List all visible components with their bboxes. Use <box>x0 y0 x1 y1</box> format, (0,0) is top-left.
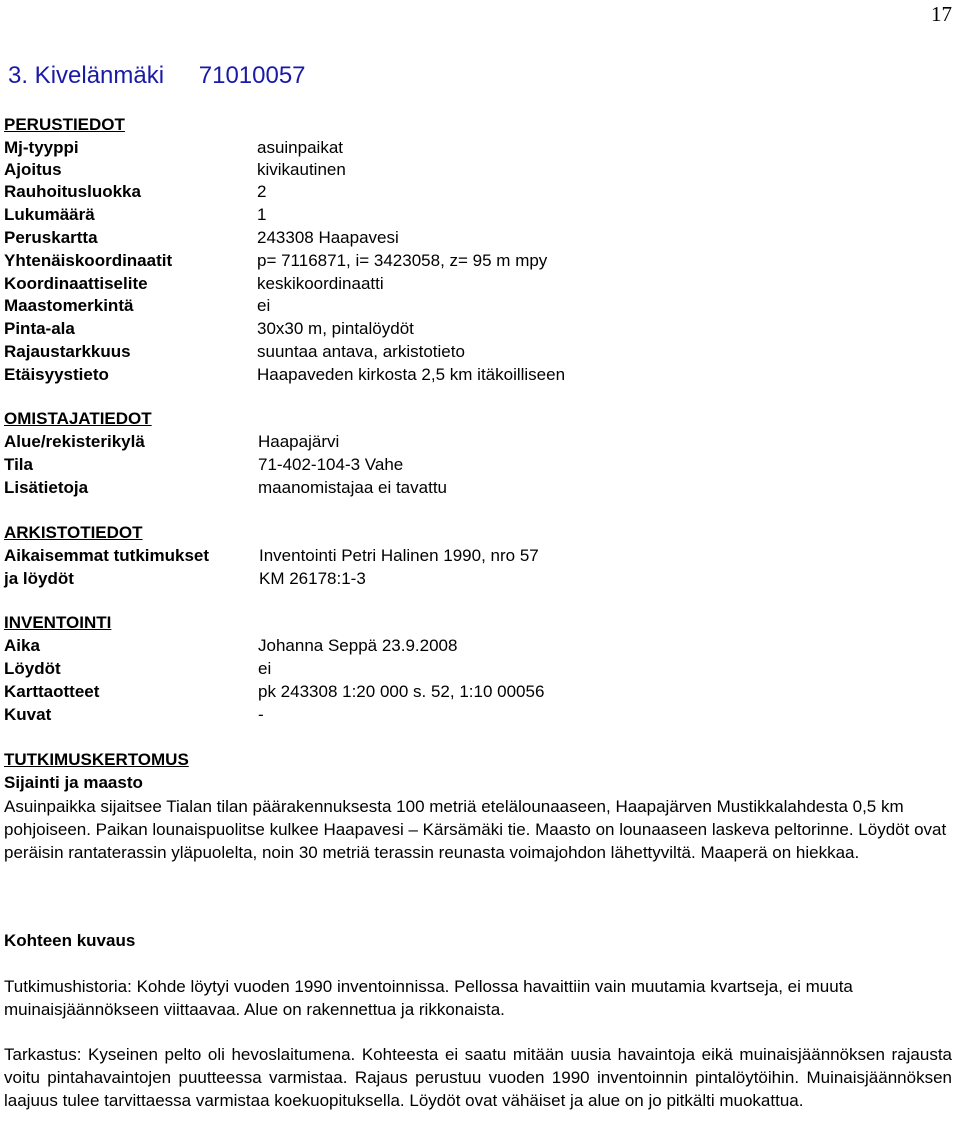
row-value: ei <box>257 296 271 315</box>
row-value: Inventointi Petri Halinen 1990, nro 57 <box>259 546 539 565</box>
row-value: keskikoordinaatti <box>257 274 384 293</box>
row-value: maanomistajaa ei tavattu <box>258 478 447 497</box>
row-label: Tila <box>4 455 33 474</box>
row-karttaotteet <box>4 681 544 703</box>
row-lisatietoja <box>4 477 447 499</box>
row-label: Rajaustarkkuus <box>4 342 131 361</box>
row-value: Johanna Seppä 23.9.2008 <box>258 636 458 655</box>
perustiedot-heading: PERUSTIEDOT <box>4 115 125 134</box>
row-label: Aika <box>4 636 40 655</box>
row-label: Aikaisemmat tutkimukset <box>4 546 210 565</box>
row-loydot <box>4 658 271 680</box>
page-number: 17 <box>931 2 952 26</box>
omistajatiedot-heading: OMISTAJATIEDOT <box>4 409 152 428</box>
row-mj-tyyppi <box>4 137 343 159</box>
tutkimushistoria-paragraph: Tutkimushistoria: Kohde löytyi vuoden 1990 inventoinnissa. Pellossa havaittiin vain muutamia kvartseja, ei muuta muinaisjäännökseen viittaavaa. Alue on rakennettua ja rikkonaista. <box>4 977 853 1019</box>
row-pinta-ala <box>4 318 414 340</box>
row-label: Yhtenäiskoordinaatit <box>4 251 173 270</box>
row-value: pk 243308 1:20 000 s. 52, 1:10 00056 <box>258 682 545 701</box>
row-value: 2 <box>257 182 267 201</box>
row-label: Kuvat <box>4 705 52 724</box>
tarkastus-paragraph: Tarkastus: Kyseinen pelto oli hevoslaitumena. Kohteesta ei saatu mitään uusia havaintoja eikä muinaisjäännöksen rajausta voitu pintahavaintojen puutteessa varmistaa. Rajaus perustuu vuoden 1990 inventoinnin pintalöytöihin. Muinaisjäännöksen laajuus tulee tarvittaessa varmistaa koekuopituksella. Löydöt ovat vähäiset ja alue on jo pitkälti muokattua. <box>4 1045 952 1110</box>
row-label: Löydöt <box>4 659 61 678</box>
row-value: suuntaa antava, arkistotieto <box>257 342 465 361</box>
row-label: Karttaotteet <box>4 682 100 701</box>
row-yhtenaiskoordinaatit <box>4 250 547 272</box>
kuvaus-heading: Kohteen kuvaus <box>4 931 136 950</box>
row-label: Rauhoitusluokka <box>4 182 141 201</box>
row-value: KM 26178:1-3 <box>259 569 366 588</box>
row-kuvat <box>4 704 264 726</box>
row-label: Alue/rekisterikylä <box>4 432 145 451</box>
row-tila <box>4 454 403 476</box>
row-ajoitus <box>4 159 346 181</box>
row-label: Maastomerkintä <box>4 296 134 315</box>
row-rajaustarkkuus <box>4 341 465 363</box>
row-value: 71-402-104-3 Vahe <box>258 455 404 474</box>
row-alue-rekisterikyla <box>4 431 339 453</box>
row-label: Pinta-ala <box>4 319 75 338</box>
sijainti-heading: Sijainti ja maasto <box>4 773 143 792</box>
row-label: Lukumäärä <box>4 205 95 224</box>
inventointi-heading: INVENTOINTI <box>4 613 112 632</box>
row-label: Koordinaattiselite <box>4 274 148 293</box>
site-number: 71010057 <box>198 62 306 89</box>
row-value: 30x30 m, pintalöydöt <box>257 319 414 338</box>
row-value: asuinpaikat <box>257 138 344 157</box>
row-label: Etäisyystieto <box>4 365 109 384</box>
row-etaisyystieto <box>4 364 565 386</box>
row-aikaisemmat-tutkimukset <box>4 545 539 567</box>
row-label: Mj-tyyppi <box>4 138 79 157</box>
row-value: ei <box>258 659 272 678</box>
row-ja-loydot <box>4 568 366 590</box>
row-maastomerkinta <box>4 295 270 317</box>
row-rauhoitusluokka <box>4 181 266 203</box>
row-label: Ajoitus <box>4 160 62 179</box>
row-value: 1 <box>257 205 267 224</box>
site-name: 3. Kivelänmäki <box>8 62 165 89</box>
page-title <box>8 62 306 90</box>
row-value: p= 7116871, i= 3423058, z= 95 m mpy <box>257 251 548 270</box>
row-koordinaattiselite <box>4 273 384 295</box>
sijainti-paragraph: Asuinpaikka sijaitsee Tialan tilan päärakennuksesta 100 metriä etelälounaaseen, Haapajärven Mustikkalahdesta 0,5 km pohjoiseen. Paikan lounaispuolitse kulkee Haapavesi – Kärsämäki tie. Maasto on lounaaseen laskeva peltorinne. Löydöt ovat peräisin rantaterassin yläpuolelta, noin 30 metriä terassin reunasta voimajohdon lähettyviltä. Maaperä on hiekkaa. <box>4 797 947 862</box>
row-lukumaara <box>4 204 266 226</box>
row-label: ja löydöt <box>4 569 74 588</box>
row-value: - <box>258 705 264 724</box>
row-label: Lisätietoja <box>4 478 89 497</box>
row-value: Haapaveden kirkosta 2,5 km itäkoilliseen <box>257 365 566 384</box>
row-aika <box>4 635 457 657</box>
row-value: kivikautinen <box>257 160 346 179</box>
row-value: Haapajärvi <box>258 432 340 451</box>
arkistotiedot-heading: ARKISTOTIEDOT <box>4 523 143 542</box>
row-peruskartta <box>4 227 399 249</box>
tutkimuskertomus-heading: TUTKIMUSKERTOMUS <box>4 750 189 769</box>
row-label: Peruskartta <box>4 228 98 247</box>
row-value: 243308 Haapavesi <box>257 228 399 247</box>
